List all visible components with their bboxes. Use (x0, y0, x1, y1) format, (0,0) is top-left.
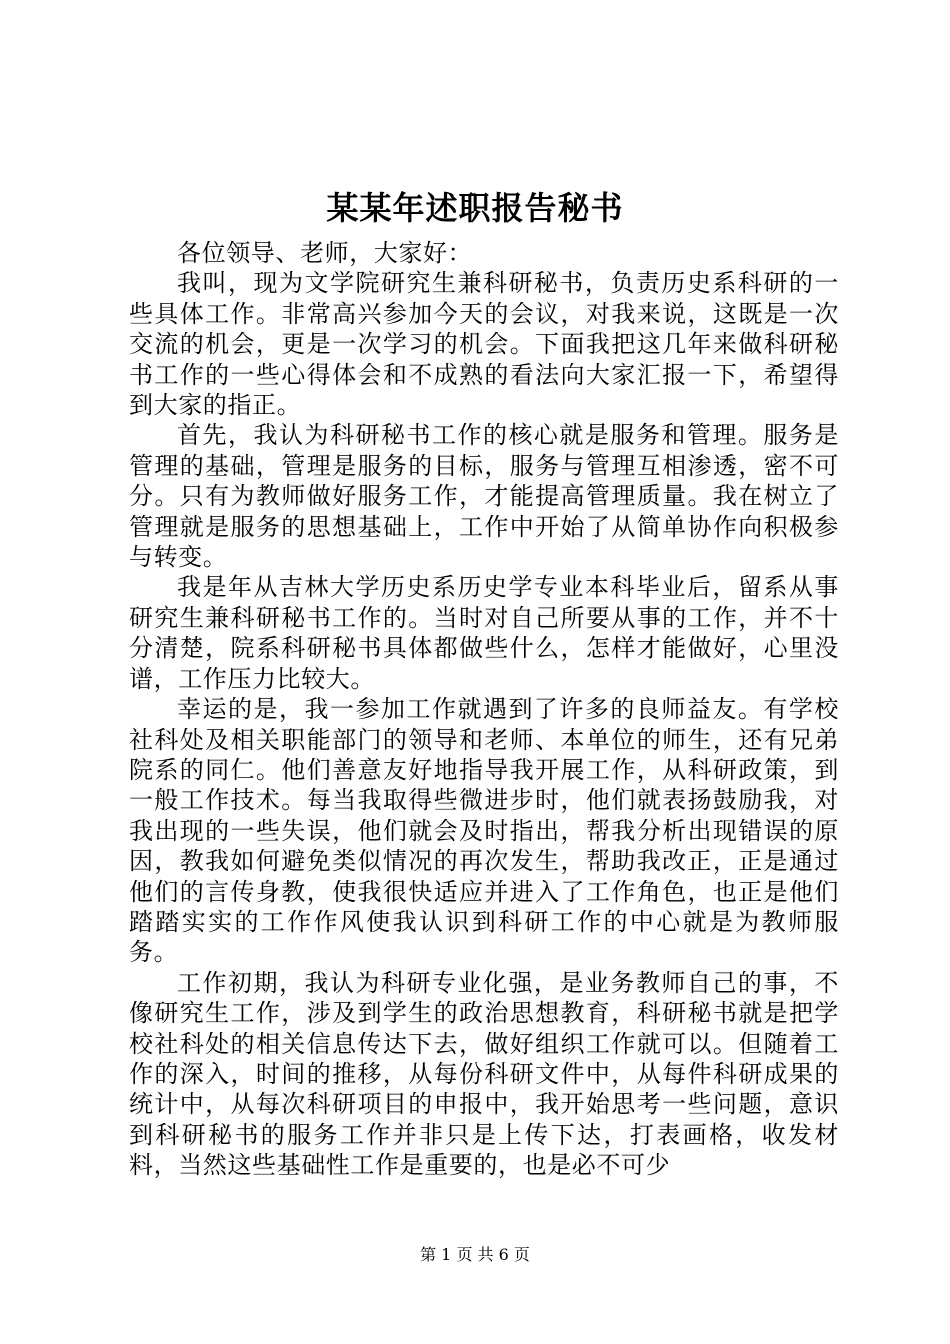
paragraph-introduction: 我叫，现为文学院研究生兼科研秘书，负责历史系科研的一些具体工作。非常高兴参加今天的会议，对我来说，这既是一次交流的机会，更是一次学习的机会。下面我把这几年来做科研秘书工作的一些心得体会和不成熟的看法向大家汇报一下，希望得到大家的指正。 (129, 269, 839, 420)
paragraph-mentors: 幸运的是，我一参加工作就遇到了许多的良师益友。有学校社科处及相关职能部门的领导和老师、本单位的师生，还有兄弟院系的同仁。他们善意友好地指导我开展工作，从科研政策，到一般工作技术。每当我取得些微进步时，他们就表扬鼓励我，对我出现的一些失误，他们就会及时指出，帮我分析出现错误的原因，教我如何避免类似情况的再次发生，帮助我改正，正是通过他们的言传身教，使我很快适应并进入了工作角色，也正是他们踏踏实实的工作作风使我认识到科研工作的中心就是为教师服务。 (129, 695, 839, 967)
paragraph-background: 我是年从吉林大学历史系历史学专业本科毕业后，留系从事研究生兼科研秘书工作的。当时对自己所要从事的工作，并不十分清楚，院系科研秘书具体都做些什么，怎样才能做好，心里没谱，工作压力比较大。 (129, 573, 839, 693)
paragraph-early-work: 工作初期，我认为科研专业化强，是业务教师自己的事，不像研究生工作，涉及到学生的政治思想教育，科研秘书就是把学校社科处的相关信息传达下去，做好组织工作就可以。但随着工作的深入，时间的推移，从每份科研文件中，从每件科研成果的统计中，从每次科研项目的申报中，我开始思考一些问题，意识到科研秘书的服务工作并非只是上传下达，打表画格，收发材料，当然这些基础性工作是重要的，也是必不可少 (129, 968, 839, 1180)
paragraph-greeting: 各位领导、老师，大家好： (177, 239, 473, 267)
page-number-footer: 第 1 页 共 6 页 (420, 1245, 530, 1264)
document-title: 某某年述职报告秘书 (326, 189, 624, 227)
paragraph-core-work: 首先，我认为科研秘书工作的核心就是服务和管理。服务是管理的基础，管理是服务的目标，服务与管理互相渗透，密不可分。只有为教师做好服务工作，才能提高管理质量。我在树立了管理就是服务的思想基础上，工作中开始了从简单协作向积极参与转变。 (129, 421, 839, 572)
document-body (129, 238, 839, 1181)
